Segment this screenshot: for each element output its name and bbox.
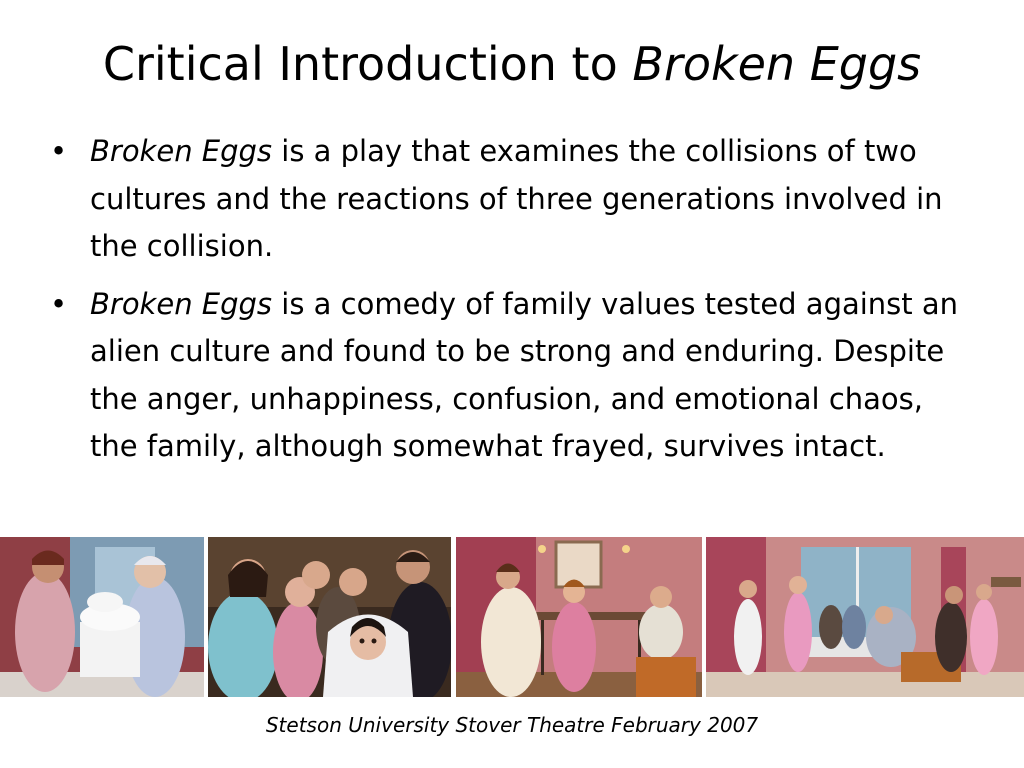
title-emphasis: Broken Eggs (632, 37, 922, 91)
slide-title (0, 34, 1024, 94)
photo-caption: Stetson University Stover Theatre February 2007 (265, 713, 759, 737)
photo-cake-scene (0, 537, 204, 697)
photo-stage-wide (706, 537, 1024, 697)
bullet-marker: • (50, 134, 68, 168)
bullet-text: is a comedy of family values tested against an alien culture and found to be strong and enduring. Despite the anger, unhappiness, confusion, and emotional chaos, the family, although somewhat frayed, survives intact. (90, 286, 959, 463)
bullet-item-2 (50, 281, 970, 471)
photo-stage-table (456, 537, 702, 697)
bullet-lead: Broken Eggs (90, 134, 273, 168)
bullet-lead: Broken Eggs (90, 286, 273, 321)
bullet-marker: • (50, 286, 68, 321)
title-main: Critical Introduction to (102, 37, 633, 91)
bullet-text: is a play that examines the collisions of two cultures and the reactions of three generations involved in the collision. (90, 134, 943, 263)
bullet-list (50, 128, 970, 481)
bullet-item-1 (50, 128, 970, 271)
photo-bride-group (208, 537, 451, 697)
